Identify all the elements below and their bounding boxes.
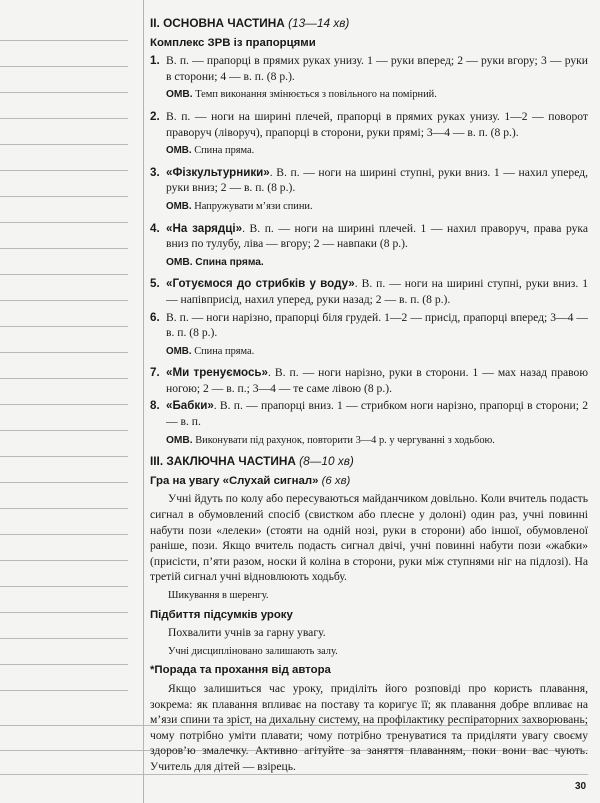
section-final-heading: III. ЗАКЛЮЧНА ЧАСТИНА (8—10 хв) [150,454,354,469]
advice-heading: *Порада та прохання від автора [150,664,331,677]
game-heading: Гра на увагу «Слухай сигнал» (6 хв) [150,474,351,487]
note-1: ОМВ. Темп виконання змінюється з повільного на помірний. [166,89,437,101]
exercise-6: 6. В. п. — ноги нарізно, прапорці біля грудей. 1—2 — присід, прапорці вперед; 3—4 — в. п. (8 р.). [150,310,588,340]
page-number: 30 [575,781,587,792]
exercise-2: 2. В. п. — ноги на ширині плечей, прапорці в прямих руках унизу. 1—2 — поворот праворуч (ліворуч), прапорці в сторони, руки прямі; 3—4 — в. п. (8 р.). [150,109,588,139]
note-6: ОМВ. Спина пряма. [166,345,255,357]
exercise-3: 3. «Фізкультурники». В. п. — ноги на ширині ступні, руки вниз. 1 — нахил уперед, руки вниз; 2 — в. п. (8 р.). [150,165,588,195]
exit-text: Учні дисципліновано залишають залу. [168,645,338,657]
summary-text: Похвалити учнів за гарну увагу. [168,626,326,640]
note-8: ОМВ. Виконувати під рахунок, повторити 3—4 р. у чергуванні з ходьбою. [166,434,495,446]
exercise-1: 1. В. п. — прапорці в прямих руках унизу. 1 — руки вперед; 2 — руки вгору; 3 — руки в сторони; 4 — в. п. (8 р.). [150,54,588,83]
section-main-heading: II. ОСНОВНА ЧАСТИНА (13—14 хв) [150,16,350,30]
note-2: ОМВ. Спина пряма. [166,145,255,157]
note-4: ОМВ. Спина пряма. [166,256,264,268]
game-description: Учні йдуть по колу або пересуваються майданчиком довільно. Коли вчитель подасть сигнал в обумовлений спосіб (свистком або плесне у долоні) один раз, учні повинні набути пози «лелеки» (стояти на одній нозі, руки в сторони) або іншої, обумовленої раніше, пози. Якщо вчитель подасть сигнал двічі, учні повинні набути пози «жабки» (присісти, п’яти разом, носки й коліна в сторони, руки між ступнями ніг на підлозі). На третій сигнал учні відновлюють ходьбу. [150,492,588,584]
note-3: ОМВ. Напружувати м’язи спини. [166,200,313,212]
advice-text: Якщо залишиться час уроку, приділіть його розповіді про користь плавання, зокрема: як плавання впливає на поставу та коригує її; як плавання добре впливає на м’язи спини та зріст, на дихальну систему, на профілактику респіраторних захворювань; чому потрібно уміти плавати; чому потрібно тренуватися та приділяти увагу своєму здоров’ю змалечку. Активно агітуйте за заняття плаванням, поки вони вас чують. Учитель для дітей — взірець. [150,681,588,773]
exercise-5: 5. «Готуємося до стрибків у воду». В. п. — ноги на ширині ступні, руки вниз. 1 — напівприсід, нахил уперед, руки назад; 2 — в. п. (8 р.). [150,277,588,306]
margin-divider [143,0,144,803]
complex-heading: Комплекс ЗРВ із прапорцями [150,36,316,49]
exercise-8: 8. «Бабки». В. п. — прапорці вниз. 1 — стрибком ноги нарізно, прапорці в сторони; 2 — в. п. [150,399,588,429]
summary-heading: Підбиття підсумків уроку [150,608,293,621]
page-content [150,10,588,776]
exercise-7: 7. «Ми тренуємось». В. п. — ноги нарізно, руки в сторони. 1 — мах назад правою ногою; 2 — в. п.; 3—4 — те саме лівою (8 р.). [150,366,588,395]
exercise-4: 4. «На зарядці». В. п. — ноги на ширині плечей. 1 — нахил праворуч, права рука вниз по тулубу, ліва — вгору; 2 — навпаки (8 р.). [150,221,588,251]
line-up-text: Шикування в шеренгу. [168,590,269,601]
